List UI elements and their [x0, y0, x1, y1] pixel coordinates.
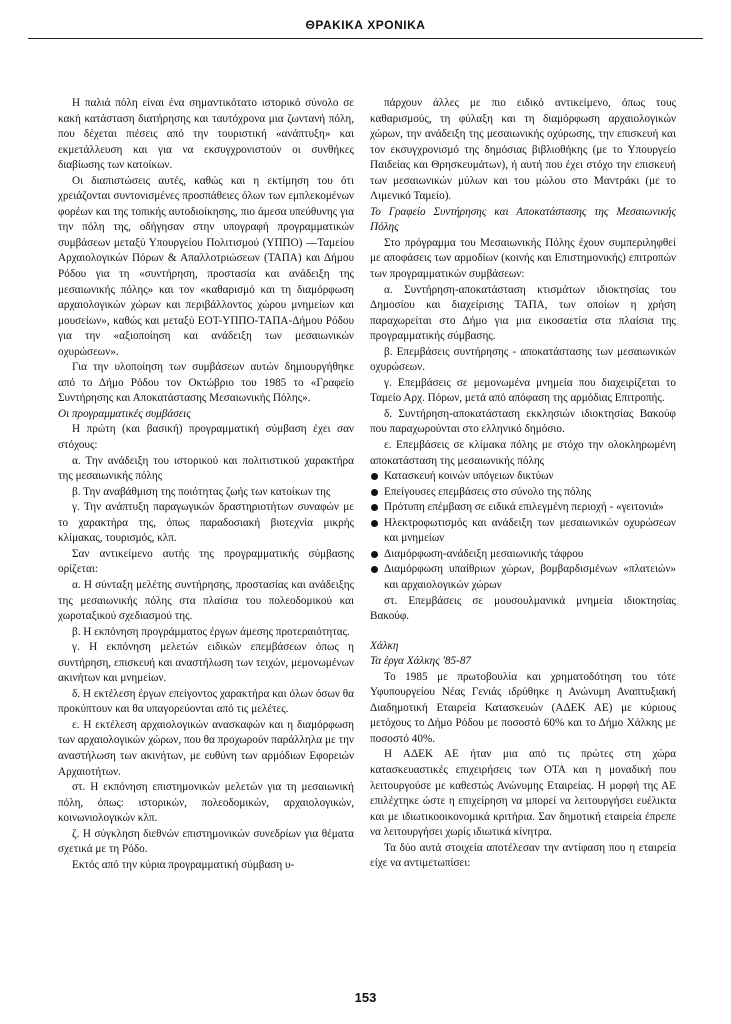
list-item: β. Επεμβάσεις συντήρησης - αποκατάστασης των μεσαιωνικών οχυρώσεων.	[370, 345, 676, 374]
list-item: γ. Επεμβάσεις σε μεμονωμένα μνημεία που διαχειρίζεται το Ταμείο Αρχ. Πόρων, μετά από απόφαση της αρμόδιας Επιτροπής.	[370, 376, 676, 405]
paragraph: πάρχουν άλλες με πιο ειδικό αντικείμενο, όπως τους καθαρισμούς, τη φύλαξη και τη διαμόρφωση αρχαιολογικών χώρων, την ανάδειξη της μεσαιωνικής οχύρωσης, την επισκευή και τον εκσυγχρονισμό της δημόσιας βιβλιοθήκης (με το Υπουργείο Παιδείας και Θρησκευμάτων), ή αυτή που έχει στόχο την επισκευή των μεσαιωνικών μύλων και του μώλου στο Μαντράκι (με το Λιμενικό Ταμείο).	[370, 97, 676, 203]
paragraph: Το 1985 με πρωτοβουλία και χρηματοδότηση του τότε Υφυπουργείου Νέας Γενιάς ιδρύθηκε η Ανώνυμη Αναπτυξιακή Διαδημοτική Εταιρεία Κατασκευών (ΑΔΕΚ ΑΕ) με κύριους μετόχους το Δήμο Ρόδου με ποσοστό 60% και το Δήμο Χάλκης με ποσοστό 40%.	[370, 670, 676, 745]
list-item: β. Την αναβάθμιση της ποιότητας ζωής των κατοίκων της	[72, 485, 331, 498]
list-item: ζ. Η σύγκληση διεθνών επιστημονικών συνεδρίων για θέματα σχετικά με τη Ρόδο.	[58, 827, 354, 856]
bullet-item: Επείγουσες επεμβάσεις στο σύνολο της πόλης	[370, 485, 676, 501]
list-item: ε. Η εκτέλεση αρχαιολογικών ανασκαφών και η διαμόρφωση των αρχαιολογικών χώρων, που θα προχωρούν παράλληλα με την αναστήλωση των ακινήτων, με ευθύνη των αρμόδιων Εφορειών Αρχαιοτήτων.	[58, 718, 354, 778]
right-column	[370, 96, 676, 872]
paragraph: Σαν αντικείμενο αυτής της προγραμματικής σύμβασης ορίζεται:	[58, 547, 354, 576]
bullet-item: Διαμόρφωση υπαίθριων χώρων, βομβαρδισμένων «πλατειών» και αρχαιολογικών χώρων	[370, 562, 676, 593]
list-item: στ. Η εκπόνηση επιστημονικών μελετών για τη μεσαιωνική πόλη, όπως: ιστορικών, πολεοδομικών, αρχαιολογικών, κοινωνιολογικών κλπ.	[58, 781, 354, 825]
list-item: α. Η σύνταξη μελέτης συντήρησης, προστασίας και ανάδειξης της μεσαιωνικής πόλης στα πλαίσια του πολεοδομικού και χωροταξικού σχεδιασμού της.	[58, 578, 354, 623]
paragraph: Οι διαπιστώσεις αυτές, καθώς και η εκτίμηση του ότι χρειάζονται συντονισμένες προσπάθειες όλων των εμπλεκομένων φορέων και της τοπικής αυτοδιοίκησης, πιο άμεσα υπεύθυνης για την πόλη της, οδήγησαν στην υπογραφή προγραμματικών συμβάσεων μεταξύ Υπουργείου Πολιτισμού (ΥΠΠΟ) —Ταμείου Αρχαιολογικών Πόρων & Απαλλοτριώσεων (ΤΑΠΑ) και Δήμου Ρόδου για τη «συντήρηση, προστασία και ανάδειξη της μεσαιωνικής πόλης» και τον «καθαρισμό και τη διαμόρφωση αρχαιολογικών χώρων και περιβάλλοντος χώρου μνημείων και μουσείων», καθώς και μεταξύ ΕΟΤ-ΥΠΠΟ-ΤΑΠΑ-Δήμου Ρόδου για την «αξιοποίηση και ανάδειξη των μεσαιωνικών οχυρώσεων».	[58, 174, 354, 358]
list-item: β. Η εκπόνηση προγράμματος έργων άμεσης προτεραιότητας.	[72, 625, 350, 638]
list-item: γ. Η εκπόνηση μελετών ειδικών επεμβάσεων όπως η συντήρηση, επισκευή και αναστήλωση των τειχών, μεμονωμένων ακινήτων και μνημείων.	[58, 641, 354, 685]
list-item: δ. Συντήρηση-αποκατάσταση εκκλησιών ιδιοκτησίας Βακούφ που παραχωρούνται στο ελληνικό δημόσιο.	[370, 407, 676, 436]
page-number: 153	[354, 990, 377, 1005]
subheading: Το Γραφείο Συντήρησης και Αποκατάστασης της Μεσαιωνικής Πόλης	[370, 205, 676, 234]
paragraph: Εκτός από την κύρια προγραμματική σύμβαση υ-	[72, 858, 295, 871]
bullet-item: Πρότυπη επέμβαση σε ειδικά επιλεγμένη περιοχή - «γειτονιά»	[370, 500, 676, 516]
list-item: δ. Η εκτέλεση έργων επείγοντος χαρακτήρα και όλων όσων θα προκύπτουν και θα υπαγορεύονται από τις μελέτες.	[58, 687, 354, 716]
paragraph: Η πρώτη (και βασική) προγραμματική σύμβαση έχει σαν στόχους:	[58, 423, 354, 452]
paragraph: Για την υλοποίηση των συμβάσεων αυτών δημιουργήθηκε από το Δήμο Ρόδου τον Οκτώβριο του 1985 το «Γραφείο Συντήρησης και Αποκατάστασης Μεσαιωνικής Πόλης».	[58, 361, 354, 405]
list-item: γ. Την ανάπτυξη παραγωγικών δραστηριοτήτων συναφών με το χαρακτήρα της, όπως παραδοσιακή βιοτεχνία μικρής κλίμακας, τουρισμός, κλπ.	[58, 501, 354, 545]
section-gap	[370, 625, 676, 639]
header-rule	[28, 38, 703, 39]
paragraph: Στο πρόγραμμα του Μεσαιωνικής Πόλης έχουν συμπεριληφθεί με αποφάσεις των αρμοδίων (κοινής και Επιστημονικής) επιτροπών των προγραμματικών συμβάσεων:	[370, 236, 676, 281]
bullet-item: Ηλεκτροφωτισμός και ανάδειξη των μεσαιωνικών οχυρώσεων και μνημείων	[370, 516, 676, 547]
paragraph: Η ΑΔΕΚ ΑΕ ήταν μια από τις πρώτες στη χώρα κατασκευαστικές επιχειρήσεις των ΟΤΑ και η μοναδική που λειτουργούσε με καθεστώς Ανώνυμης Εταιρείας. Η μορφή της ΑΕ επιλέχτηκε ώστε η επιχείρηση να μπορεί να λειτουργήσει ευέλικτα και με ιδιωτικοοικονομικά κριτήρια. Σαν δημοτική εταιρεία έπρεπε να λειτουργήσει χωρίς ιδιωτικά κίνητρα.	[370, 748, 676, 839]
list-item: α. Την ανάδειξη του ιστορικού και πολιτιστικού χαρακτήρα της μεσαιωνικής πόλης	[58, 454, 354, 483]
list-item: α. Συντήρηση-αποκατάσταση κτισμάτων ιδιοκτησίας του Δημοσίου και διαχείρισης ΤΑΠΑ, των οποίων η χρήση παραχωρείται στο Δήμο για μια εικοσαετία στα πλαίσια της προγραμματικής σύμβασης.	[370, 283, 676, 343]
list-item: ε. Επεμβάσεις σε κλίμακα πόλης με στόχο την ολοκληρωμένη αποκατάσταση της μεσαιωνικής πόλης	[370, 439, 676, 467]
section-heading: Χάλκη	[370, 639, 399, 652]
running-header: ΘΡΑΚΙΚΑ ΧΡΟΝΙΚΑ	[305, 18, 426, 32]
left-column	[58, 96, 354, 873]
paragraph: Η παλιά πόλη είναι ένα σημαντικότατο ιστορικό σύνολο σε κακή κατάσταση διατήρησης και ταυτόχρονα μια ζωντανή πόλη, που δέχεται πιέσεις από την τουριστική «ανάπτυξη» και εκμετάλλευση και για να εκσυγχρονιστούν οι συνθήκες διαβίωσης των κατοίκων.	[58, 97, 354, 172]
subheading: Οι προγραμματικές συμβάσεις	[58, 407, 191, 420]
bullet-item: Διαμόρφωση-ανάδειξη μεσαιωνικής τάφρου	[370, 547, 676, 563]
subheading: Τα έργα Χάλκης '85-87	[370, 655, 472, 668]
list-item: στ. Επεμβάσεις σε μουσουλμανικά μνημεία ιδιοκτησίας Βακούφ.	[370, 594, 676, 623]
bullet-item: Κατασκευή κοινών υπόγειων δικτύων	[370, 469, 676, 485]
paragraph: Τα δύο αυτά στοιχεία αποτέλεσαν την αντίφαση που η εταιρεία είχε να αντιμετωπίσει:	[370, 841, 676, 870]
